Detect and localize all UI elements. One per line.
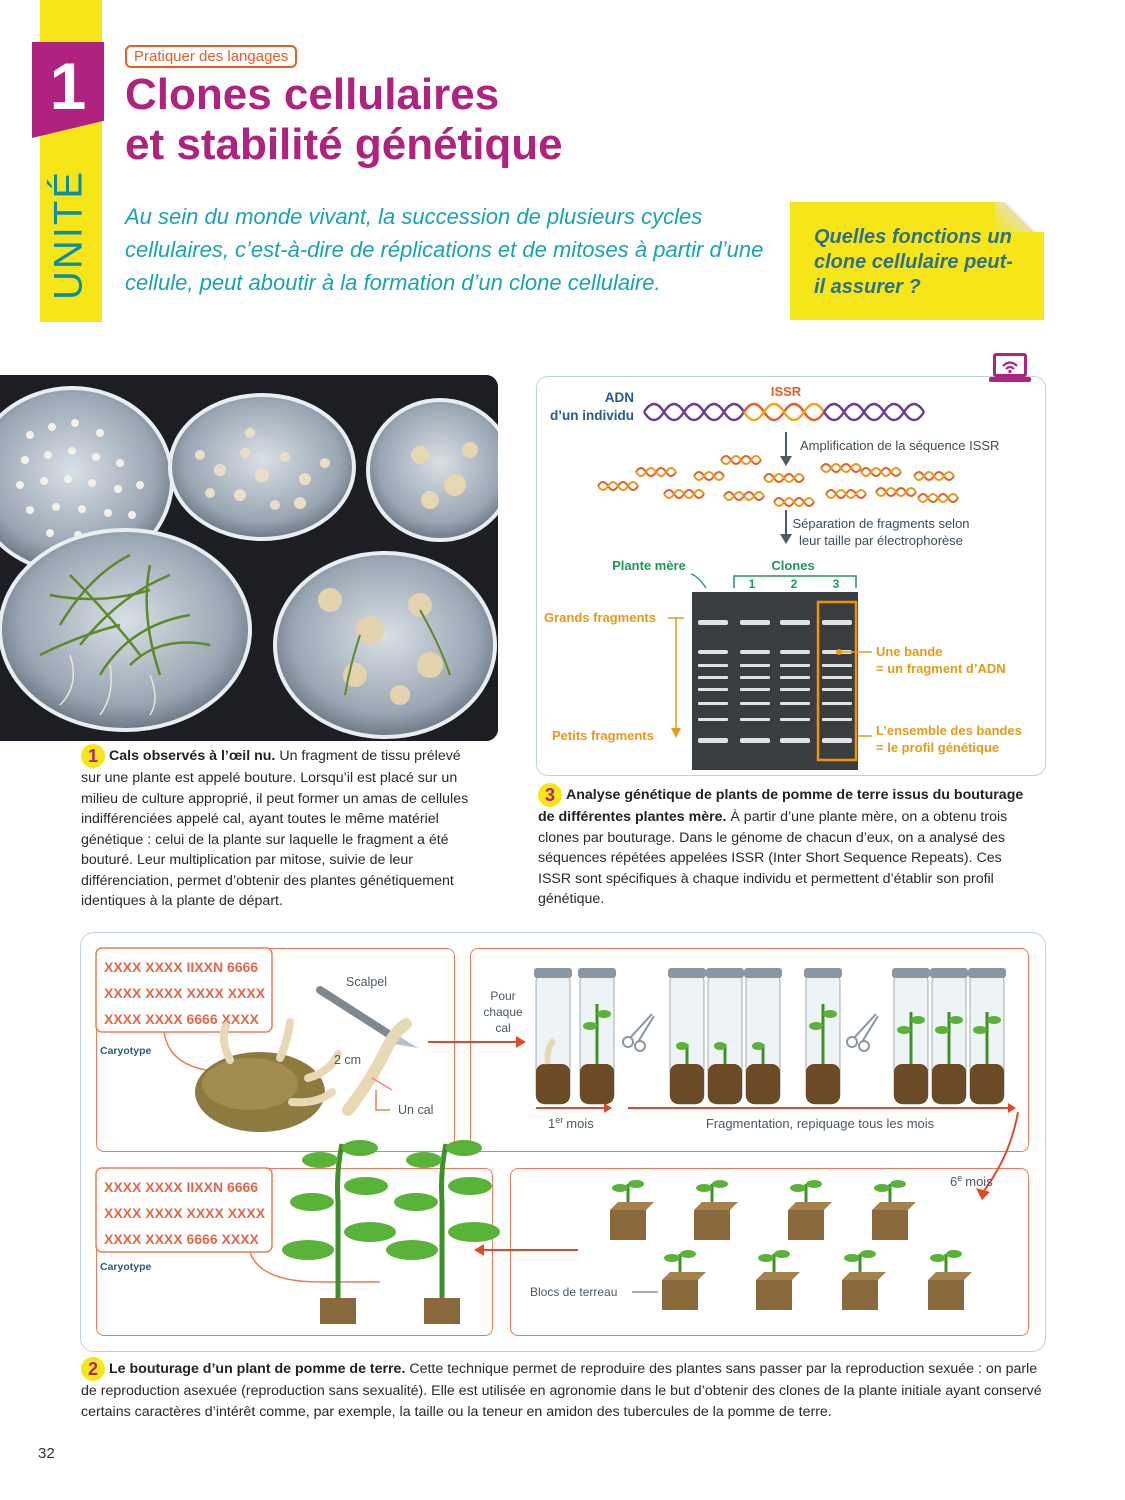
arrow-down-1: [780, 432, 792, 466]
page-title: [125, 70, 765, 170]
title-line-1: Clones cellulaires: [125, 70, 500, 119]
sixth-month-word: mois: [965, 1174, 993, 1189]
first-month-number: 1: [548, 1116, 556, 1131]
doc1-caption-title: Cals observés à l’œil nu.: [109, 748, 276, 764]
soil-blocks-label: Blocs de terreau: [530, 1285, 618, 1299]
doc3-caption: [538, 783, 1038, 910]
per-callus-3: cal: [495, 1021, 511, 1035]
step-separation-1: Séparation de fragments selon: [792, 516, 970, 531]
amplified-fragments: [598, 456, 958, 506]
dna-helix: [644, 404, 924, 420]
electrophoresis-gel: [692, 592, 858, 770]
fragmentation-label: Fragmentation, repiquage tous les mois: [705, 1116, 935, 1131]
clone-number-2: 2: [790, 577, 798, 591]
chromosomes-bottom: [104, 1179, 266, 1247]
svg-text:XXXX XXXX 6666 XXXX: XXXX XXXX 6666 XXXX: [104, 1011, 259, 1027]
per-callus-2: chaque: [483, 1005, 523, 1019]
unit-number: 1: [49, 49, 87, 123]
doc3-caption-text: À partir d’une plante mère, on a obtenu trois clones par bouturage. Dans le génome de chacun d’eux, on a analysé des séquences répétées appelées ISSR (Inter Short Sequence Repeats). Ces ISSR sont spécifiques à chaque individu et permettent d’établir son profil génétique.: [538, 809, 1008, 907]
unit-word: UNITÉ: [46, 170, 91, 300]
doc2-number: 2: [81, 1357, 105, 1381]
adn-label-1: ADN: [604, 390, 634, 405]
karyotype-label-bottom: Caryotype: [100, 1261, 152, 1273]
clone-plants: [282, 1140, 500, 1324]
scalpel-label: Scalpel: [346, 975, 387, 989]
chromosomes-top: [104, 959, 266, 1027]
potato-tuber: [195, 1022, 338, 1132]
step-separation-2: leur taille par électrophorèse: [798, 533, 964, 548]
first-month-word: mois: [566, 1116, 594, 1131]
doc2-caption-text: Cette technique permet de reproduire des plantes sans passer par la reproduction sexuée : on parle de reproduction asexuée (reproduction sans sexualité). Elle est utilisée en agronomie dans le but d’obtenir des clones de la plante initiale ayant conservé certains caractères d’intérêt comme, par exemple, la taille ou la teneur en amidon des tubercules de la pomme de terre.: [81, 1361, 1042, 1420]
title-line-2: et stabilité génétique: [125, 120, 563, 169]
issr-label: ISSR: [770, 384, 802, 399]
arrow-down-2: [780, 510, 792, 544]
page-number: 32: [38, 1445, 55, 1462]
doc1-caption-text: Un fragment de tissu prélevé sur une plante est appelé bouture. Lorsqu’il est placé sur un milieu de culture approprié, il peut former un amas de cellules indifférenciées appelé cal, ayant toutes le même matériel génétique : celui de la plante sur laquelle le fragment a été bouturé. Leur multiplication par mitose, suivie de leur différenciation, permet d’obtenir des plantes génétiquement identiques à la plante de départ.: [81, 748, 469, 909]
petri-dishes-photo: [0, 375, 498, 741]
size-label: 2 cm: [334, 1053, 362, 1067]
svg-text:XXXX XXXX IIXXN 6666: XXXX XXXX IIXXN 6666: [104, 959, 259, 975]
sprout-cutting: [348, 1024, 406, 1110]
karyotype-label-top: Caryotype: [100, 1045, 152, 1057]
band-label-1: Une bande: [876, 644, 943, 659]
adn-label-2: d’un individu: [550, 408, 634, 423]
sixth-month-number: 6: [950, 1174, 958, 1189]
doc2-caption: [81, 1357, 1056, 1422]
big-fragments-label: Grands fragments: [544, 610, 656, 625]
svg-text:XXXX XXXX 6666 XXXX: XXXX XXXX 6666 XXXX: [104, 1231, 259, 1247]
svg-text:XXXX XXXX IIXXN 6666: XXXX XXXX IIXXN 6666: [104, 1179, 259, 1195]
issr-diagram: [536, 376, 1046, 776]
clones-label: Clones: [771, 558, 815, 573]
doc3-caption-title: Analyse génétique de plants de pomme de terre issus du bouturage de différentes plantes mère.: [538, 787, 1024, 825]
callus-label: Un cal: [398, 1103, 434, 1117]
clone-number-1: 1: [748, 577, 756, 591]
mother-plant-label: Plante mère: [612, 558, 686, 573]
doc1-caption: [81, 744, 481, 912]
clone-number-3: 3: [832, 577, 840, 591]
svg-text:XXXX XXXX XXXX XXXX: XXXX XXXX XXXX XXXX: [104, 985, 266, 1001]
step-amplification: Amplification de la séquence ISSR: [800, 438, 1000, 453]
sixth-month-label: [950, 1173, 993, 1189]
test-tubes: [534, 968, 1006, 1104]
language-tag: Pratiquer des langages: [125, 45, 297, 68]
doc1-number: 1: [81, 744, 105, 768]
band-label-2: = un fragment d’ADN: [876, 661, 1006, 676]
sixth-month-sup: e: [957, 1173, 963, 1183]
soil-blocks: [610, 1180, 972, 1310]
unit-label: [34, 165, 104, 305]
key-question: Quelles fonctions un clone cellulaire peut-il assurer ?: [814, 226, 1013, 298]
profile-label-2: = le profil génétique: [876, 740, 1000, 755]
svg-text:XXXX XXXX XXXX XXXX: XXXX XXXX XXXX XXXX: [104, 1205, 266, 1221]
doc3-number: 3: [538, 783, 562, 807]
small-fragments-label: Petits fragments: [552, 728, 654, 743]
first-month-label: [548, 1115, 594, 1131]
intro-text: Au sein du monde vivant, la succession de plusieurs cycles cellulaires, c’est-à-dire de réplications et de mitoses à partir d’une cellule, peut aboutir à la formation d’un clone cellulaire.: [125, 204, 764, 295]
doc2-caption-title: Le bouturage d’un plant de pomme de terre.: [109, 1361, 406, 1377]
profile-label-1: L’ensemble des bandes: [876, 723, 1022, 738]
per-callus-1: Pour: [490, 989, 516, 1003]
first-month-sup: er: [555, 1115, 564, 1125]
cutting-diagram: [80, 932, 1046, 1352]
